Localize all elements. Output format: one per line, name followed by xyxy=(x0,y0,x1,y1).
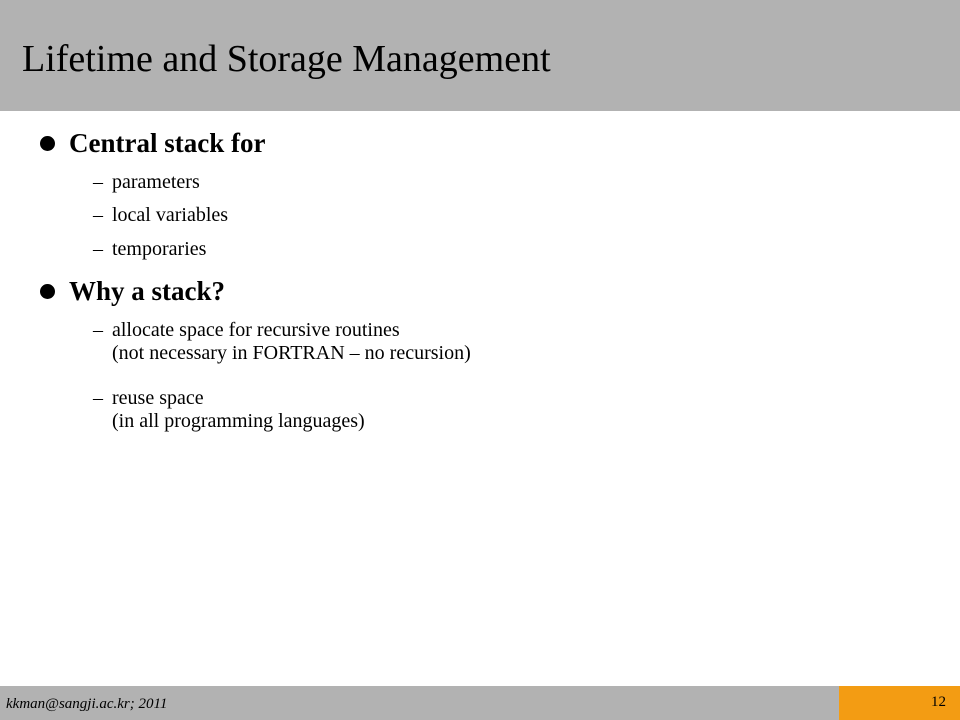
sub-item-label: temporaries xyxy=(112,238,207,260)
dash-icon: – xyxy=(93,171,103,193)
footer-author: kkman@sangji.ac.kr; 2011 xyxy=(6,696,168,712)
sub-item-label: parameters xyxy=(112,171,200,193)
sub-item-label: reuse space xyxy=(112,387,204,409)
bullet-label: Central stack for xyxy=(69,128,266,158)
bullet-dot-icon xyxy=(40,284,55,299)
sub-item-note: (in all programming languages) xyxy=(112,410,365,432)
page-number: 12 xyxy=(931,694,946,710)
page-number-box xyxy=(839,686,960,720)
slide-title: Lifetime and Storage Management xyxy=(22,38,551,80)
bullet-label: Why a stack? xyxy=(69,276,226,306)
footer-bar xyxy=(0,686,960,720)
sub-item-label: local variables xyxy=(112,204,229,226)
dash-icon: – xyxy=(93,319,103,341)
sub-item-note: (not necessary in FORTRAN – no recursion) xyxy=(112,342,471,364)
title-bar xyxy=(0,0,960,111)
sub-item-label: allocate space for recursive routines xyxy=(112,319,400,341)
dash-icon: – xyxy=(93,204,103,226)
dash-icon: – xyxy=(93,238,103,260)
bullet-dot-icon xyxy=(40,136,55,151)
dash-icon: – xyxy=(93,387,103,409)
